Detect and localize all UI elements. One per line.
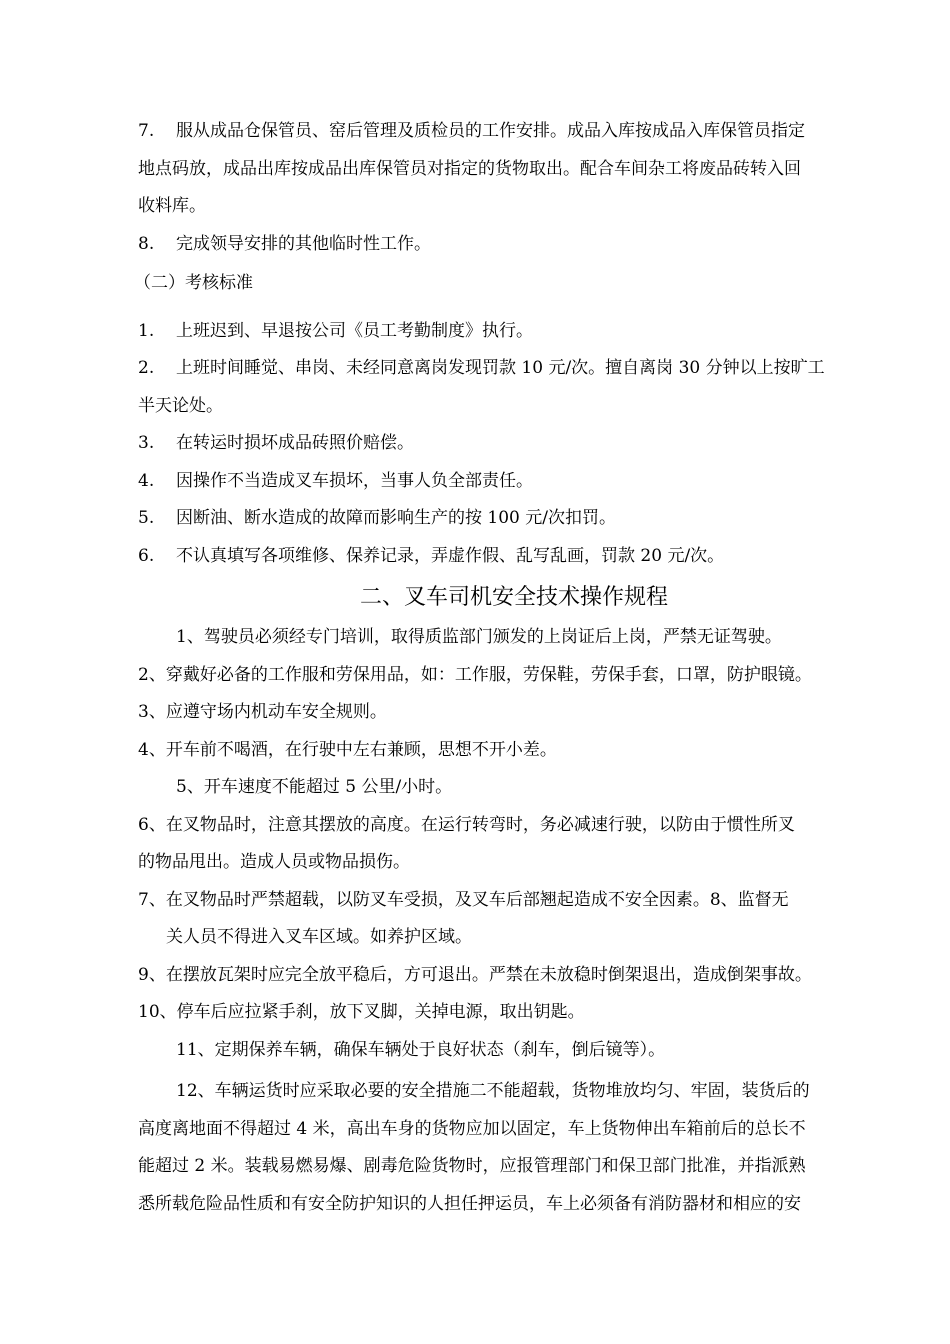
list-number: 8. [138,233,155,254]
text-line: 收料库。 [138,196,206,216]
rule-12: 12、车辆运货时应采取必要的安全措施二不能超载，货物堆放均匀、牢固，装货后的 [176,1081,810,1101]
rule-10: 10、停车后应拉紧手刹，放下叉脚，关掉电源，取出钥匙。 [138,1002,585,1022]
rule-12-line: 能超过 2 米。装载易燃易爆、剧毒危险货物时，应报管理部门和保卫部门批准，并指派熟 [138,1156,806,1176]
list-item-8 [138,226,890,264]
standard-item-5 [138,500,890,538]
rule-3: 3、应遵守场内机动车安全规则。 [138,702,387,722]
list-text: 在转运时损坏成品砖照价赔偿。 [176,433,414,453]
list-number: 1. [138,320,155,341]
standard-item-2 [138,350,890,388]
list-item-7 [138,113,890,151]
text-line: 半天论处。 [138,395,223,416]
rule-5: 5、开车速度不能超过 5 公里/小时。 [176,777,453,797]
list-number: 2. [138,358,155,378]
standard-item-3 [138,425,890,463]
list-number: 3. [138,433,155,453]
rule-12-line: 悉所载危险品性质和有安全防护知识的人担任押运员，车上必须备有消防器材和相应的安 [138,1193,801,1214]
list-text: 完成领导安排的其他临时性工作。 [176,233,431,254]
list-text: 服从成品仓保管员、窑后管理及质检员的工作安排。成品入库按成品入库保管员指定 [176,121,805,141]
list-number: 6. [138,545,155,566]
document-body [134,113,890,1223]
standard-item-1 [138,313,890,351]
list-number: 4. [138,470,155,491]
standard-item-4 [138,463,890,501]
rule-1: 1、驾驶员必须经专门培训，取得质监部门颁发的上岗证后上岗，严禁无证驾驶。 [176,627,782,647]
list-text: 上班迟到、早退按公司《员工考勤制度》执行。 [176,320,533,341]
rule-7: 7、在叉物品时严禁超载，以防叉车受损，及叉车后部翘起造成不安全因素。8、监督无 [138,889,789,910]
list-text: 不认真填写各项维修、保养记录，弄虚作假、乱写乱画，罚款 20 元/次。 [176,545,725,566]
rule-2: 2、穿戴好必备的工作服和劳保用品，如：工作服，劳保鞋，劳保手套，口罩，防护眼镜。 [138,664,812,685]
rule-11: 11、定期保养车辆，确保车辆处于良好状态（刹车，倒后镜等）。 [176,1039,666,1060]
list-number: 7. [138,121,155,141]
rule-6-cont: 的物品甩出。造成人员或物品损伤。 [138,852,410,872]
subheading: （二）考核标准 [134,273,253,293]
rule-4: 4、开车前不喝酒，在行驶中左右兼顾，思想不开小差。 [138,739,557,760]
list-number: 5. [138,508,155,528]
rule-8: 关人员不得进入叉车区域。如养护区域。 [166,927,472,947]
list-text: 因操作不当造成叉车损坏，当事人负全部责任。 [176,470,533,491]
rule-12-line: 高度离地面不得超过 4 米，高出车身的货物应加以固定，车上货物伸出车箱前后的总长不 [138,1118,806,1139]
standard-item-6 [138,538,890,576]
text-line: 地点码放，成品出库按成品出库保管员对指定的货物取出。配合车间杂工将废品砖转入回 [138,158,801,179]
list-text: 上班时间睡觉、串岗、未经同意离岗发现罚款 10 元/次。擅自离岗 30 分钟以上按旷工 [176,358,825,378]
list-text: 因断油、断水造成的故障而影响生产的按 100 元/次扣罚。 [176,508,616,528]
rule-9: 9、在摆放瓦架时应完全放平稳后，方可退出。严禁在未放稳时倒架退出，造成倒架事故。 [138,964,812,985]
rule-6: 6、在叉物品时，注意其摆放的高度。在运行转弯时，务必减速行驶，以防由于惯性所叉 [138,814,795,835]
section-title: 二、叉车司机安全技术操作规程 [359,585,668,610]
